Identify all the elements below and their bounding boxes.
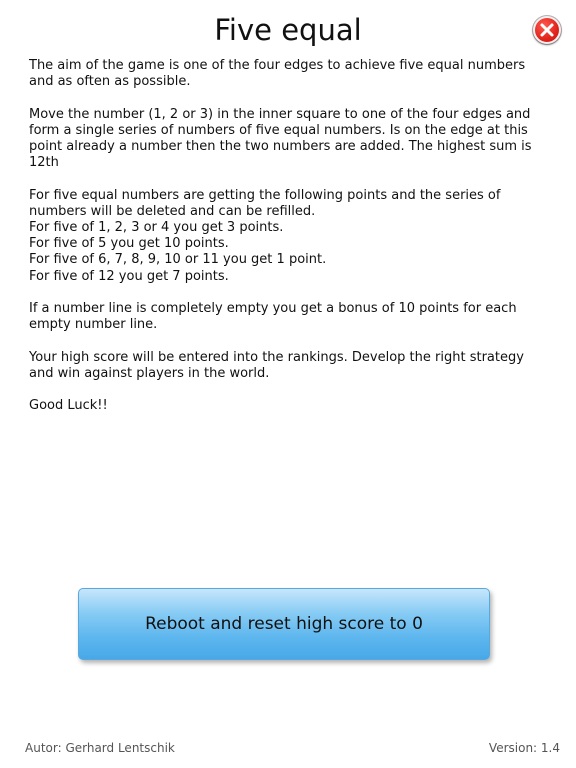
instructions-text <box>29 58 549 431</box>
close-button[interactable] <box>533 16 561 44</box>
author-label: Autor: Gerhard Lentschik <box>25 741 175 755</box>
instructions-paragraph-aim: The aim of the game is one of the four edges to achieve five equal numbers and as often as possible. <box>29 58 526 90</box>
instructions-paragraph-points: For five equal numbers are getting the following points and the series of numbers will be deleted and can be refilled. For five of 1, 2, 3 or 4 you get 3 points. For five of 5 you get 10 points. For five of 6, 7, 8, 9, 10 or 11 you get 1 point. For five of 12 you get 7 points. <box>29 187 501 284</box>
instructions-paragraph-goodluck: Good Luck!! <box>29 398 108 414</box>
close-icon <box>533 16 561 44</box>
reset-high-score-button[interactable] <box>78 588 490 660</box>
reset-high-score-label: Reboot and reset high score to 0 <box>145 614 423 634</box>
instructions-paragraph-bonus: If a number line is completely empty you get a bonus of 10 points for each empty number line. <box>29 301 517 333</box>
version-label: Version: 1.4 <box>488 741 560 755</box>
instructions-paragraph-rankings: Your high score will be entered into the rankings. Develop the right strategy and win against players in the world. <box>29 349 524 381</box>
page-title: Five equal <box>214 13 362 47</box>
instructions-paragraph-move: Move the number (1, 2 or 3) in the inner square to one of the four edges and form a single series of numbers of five equal numbers. Is on the edge at this point already a number then the two numbers are added. The highest sum is 12th <box>29 106 532 171</box>
